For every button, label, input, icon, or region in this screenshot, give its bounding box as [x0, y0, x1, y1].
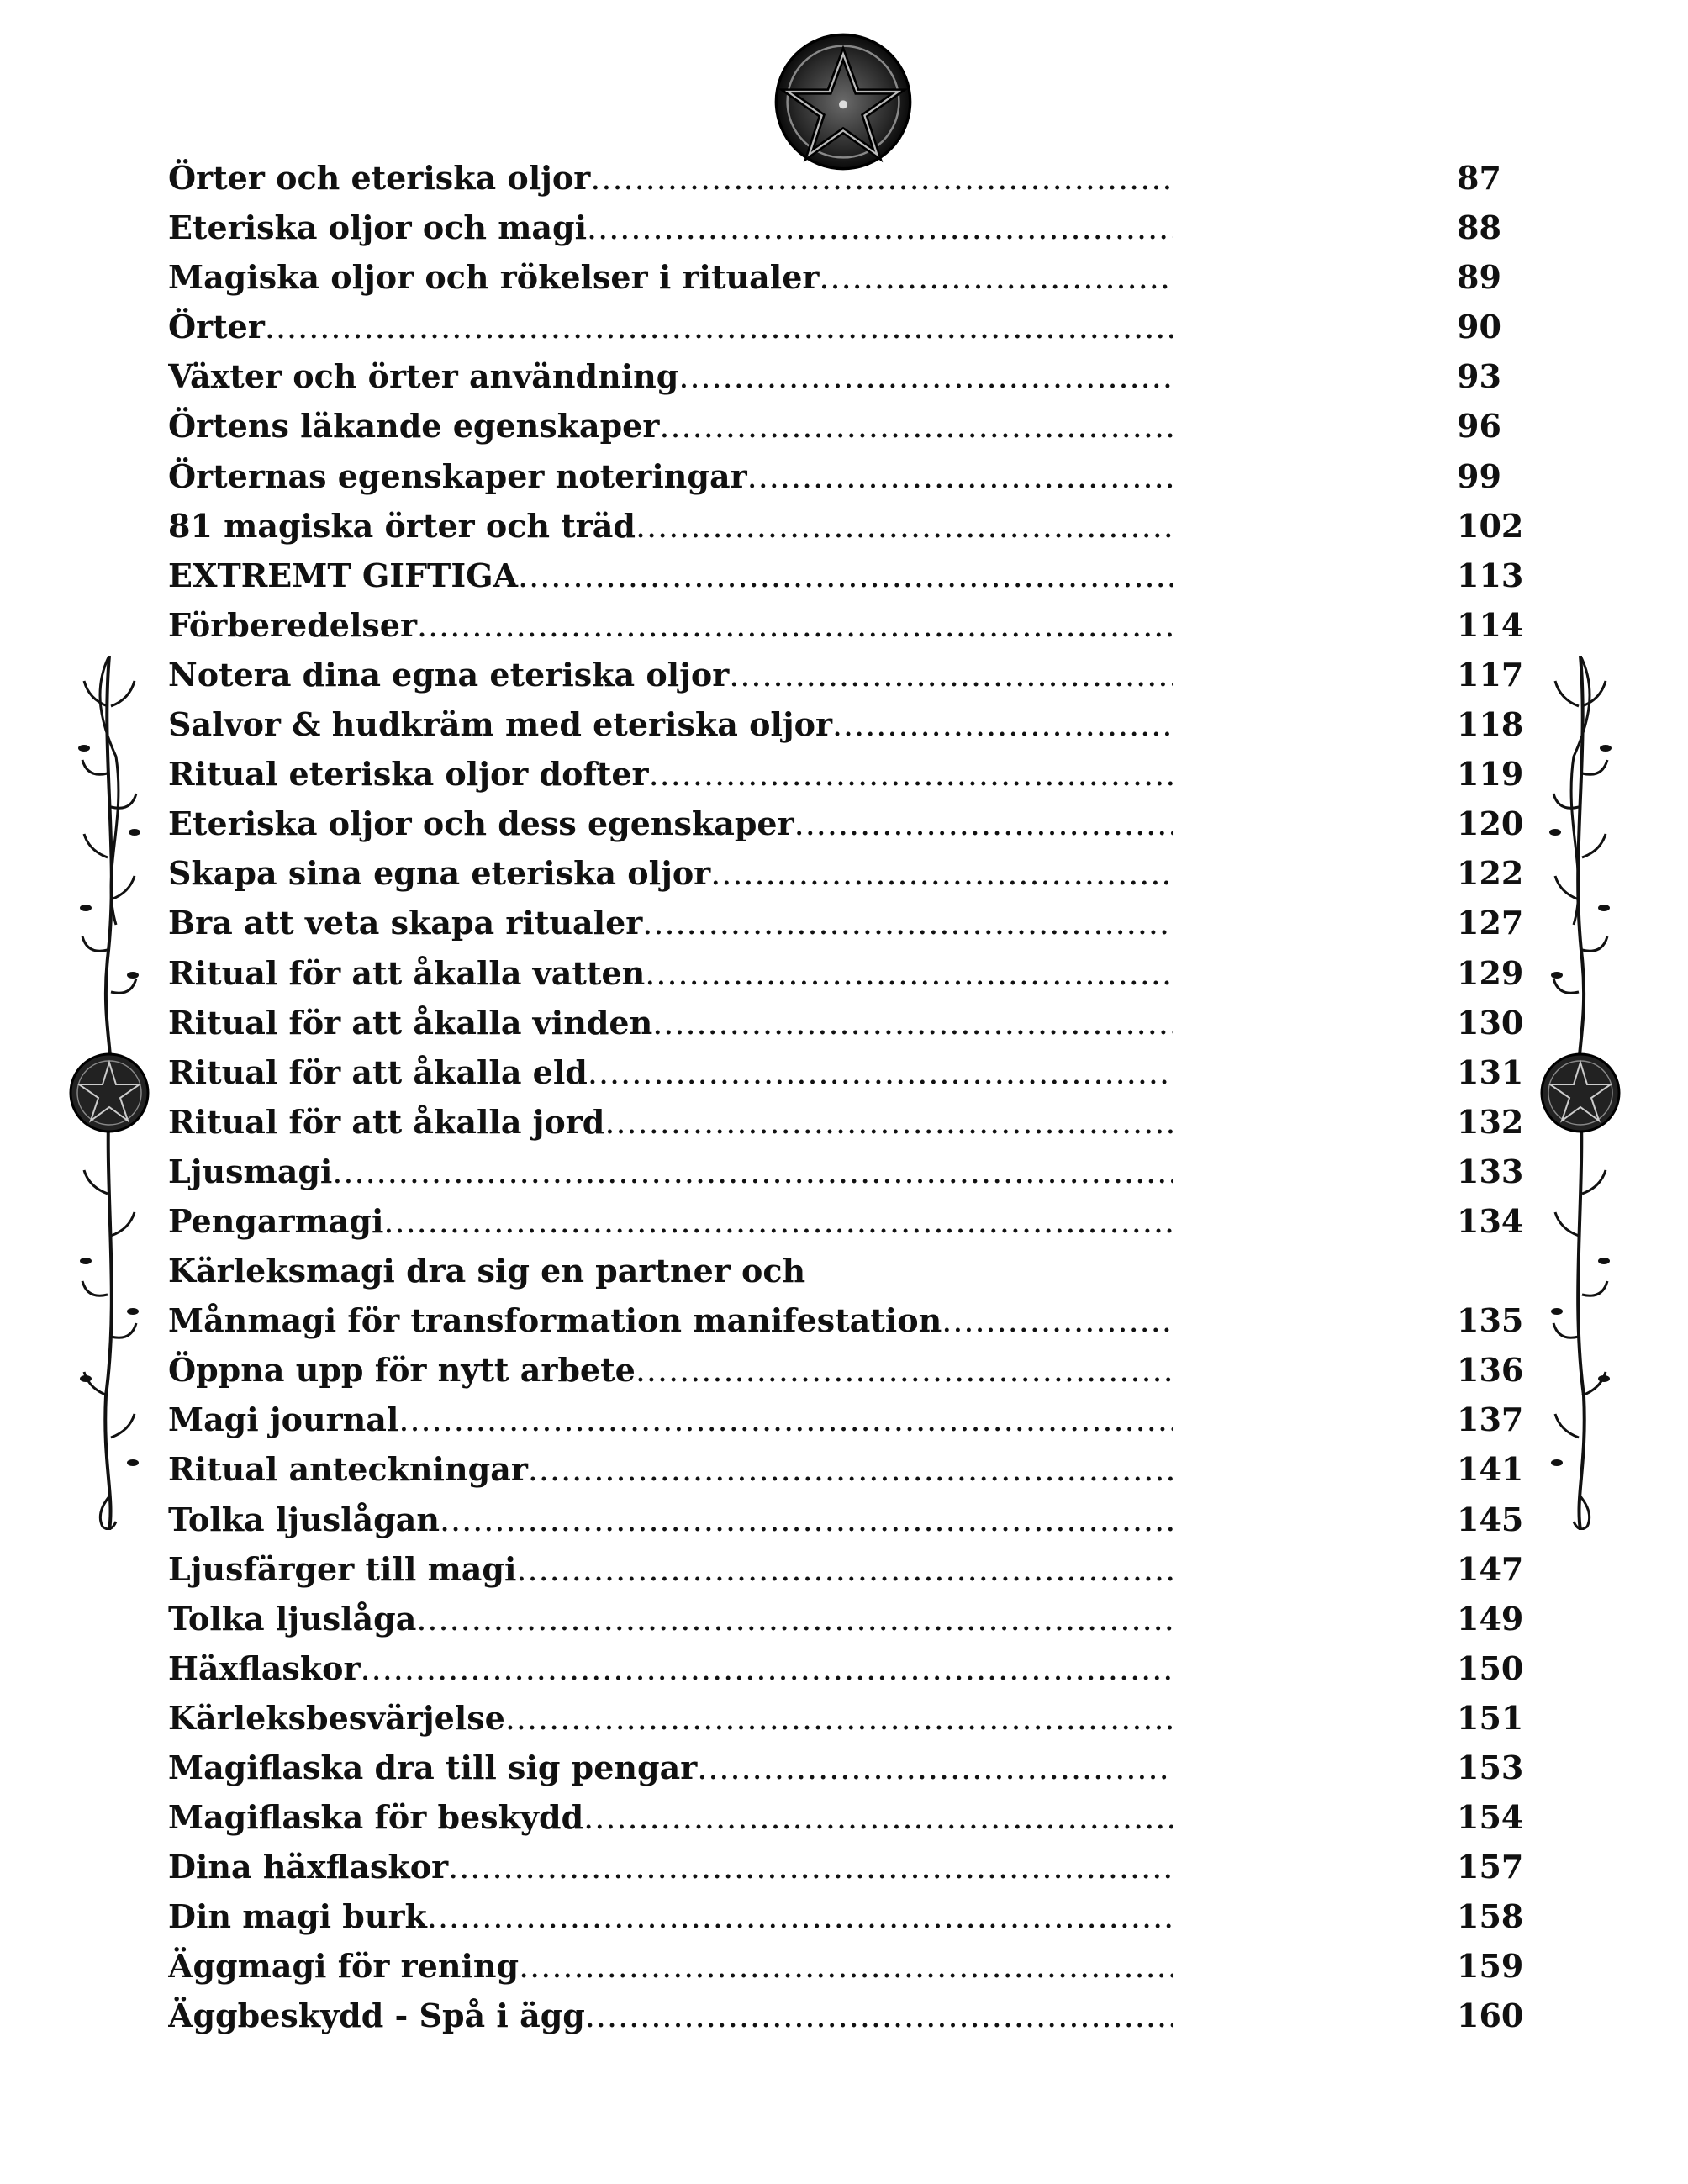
- toc-title: Ritual för att åkalla eld .....: [168, 1047, 1173, 1098]
- toc-title: Ritual för att åkalla vinden .....: [168, 998, 1173, 1048]
- toc-title: Häxflaskor .....: [168, 1643, 1173, 1694]
- toc-entry: [168, 501, 1530, 551]
- toc-entry: [168, 1444, 1530, 1494]
- toc-entry: [168, 153, 1530, 203]
- toc-entry: [168, 1792, 1530, 1842]
- toc-page-number: 117: [1457, 655, 1524, 694]
- toc-page-number: 154: [1457, 1798, 1524, 1837]
- toc-entry: [168, 551, 1530, 600]
- toc-page-number: 113: [1457, 556, 1524, 594]
- toc-entry: [168, 1594, 1530, 1643]
- toc-title: Magi journal .....: [168, 1395, 1173, 1445]
- toc-title: Pengarmagi .....: [168, 1196, 1173, 1247]
- toc-page-number: 150: [1457, 1649, 1524, 1687]
- toc-entry: [168, 1196, 1530, 1246]
- toc-entry: [168, 451, 1530, 501]
- toc-entry: [168, 1495, 1530, 1544]
- toc-page-number: 89: [1457, 258, 1501, 297]
- toc-title: Örter .....: [168, 302, 1173, 352]
- toc-entry: [168, 1991, 1530, 2040]
- toc-page-number: 135: [1457, 1301, 1524, 1340]
- toc-entry: [168, 1544, 1530, 1594]
- toc-page-number: 99: [1457, 456, 1501, 495]
- toc-page-number: 87: [1457, 159, 1501, 197]
- toc-page-number: 137: [1457, 1401, 1524, 1439]
- toc-page-number: 120: [1457, 804, 1524, 843]
- toc-page-number: 88: [1457, 208, 1501, 247]
- toc-title: Magiska oljor och rökelser i ritualer .....: [168, 252, 1173, 303]
- toc-page-number: 129: [1457, 953, 1524, 992]
- toc-page-number: 93: [1457, 357, 1501, 396]
- toc-title: Ljusfärger till magi .....: [168, 1544, 1173, 1595]
- toc-entry: [168, 1891, 1530, 1941]
- toc-title: Örtens läkande egenskaper .....: [168, 401, 1173, 451]
- toc-title: Salvor & hudkräm med eteriska oljor .....: [168, 699, 1173, 750]
- toc-title: Växter och örter användning .....: [168, 351, 1173, 402]
- toc-entry: [168, 650, 1530, 699]
- toc-entry: [168, 252, 1530, 302]
- toc-page-number: 127: [1457, 904, 1524, 942]
- toc-entry: [168, 203, 1530, 252]
- toc-title: Äggmagi för rening .....: [168, 1941, 1173, 1991]
- toc-entry: [168, 848, 1530, 898]
- vine-right-ornament: [1538, 656, 1622, 1530]
- toc-entry: [168, 1147, 1530, 1196]
- toc-entry: [168, 1295, 1530, 1345]
- toc-entry: [168, 1246, 1530, 1295]
- toc-title: Äggbeskydd - Spå i ägg .....: [168, 1991, 1173, 2041]
- toc-title: Bra att veta skapa ritualer .....: [168, 898, 1173, 948]
- toc-entry: [168, 1743, 1530, 1792]
- toc-title: Ritual anteckningar .....: [168, 1444, 1173, 1495]
- toc-title: Notera dina egna eteriska oljor .....: [168, 650, 1173, 700]
- toc-title: Magiflaska för beskydd .....: [168, 1792, 1173, 1843]
- pentacle-icon: [773, 32, 913, 171]
- toc-title: EXTREMT GIFTIGA .....: [168, 551, 1173, 601]
- toc-entry: [168, 302, 1530, 351]
- toc-title: Förberedelser .....: [168, 600, 1173, 651]
- toc-page-number: 160: [1457, 1997, 1524, 2035]
- toc-entry: [168, 1941, 1530, 1991]
- toc-title: Örternas egenskaper noteringar .....: [168, 451, 1173, 502]
- toc-page-number: 119: [1457, 755, 1524, 794]
- toc-page-number: 134: [1457, 1201, 1524, 1240]
- toc-page-number: 141: [1457, 1450, 1524, 1489]
- toc-entry: [168, 998, 1530, 1047]
- toc-page-number: 122: [1457, 854, 1524, 893]
- toc-entry: [168, 351, 1530, 401]
- toc-title: Ritual för att åkalla jord .....: [168, 1097, 1173, 1147]
- toc-title: Ritual för att åkalla vatten .....: [168, 948, 1173, 999]
- toc-title: Örter och eteriska oljor .....: [168, 153, 1173, 203]
- toc-page-number: 153: [1457, 1749, 1524, 1786]
- toc-page-number: 149: [1457, 1599, 1524, 1638]
- toc-title: Ritual eteriska oljor dofter .....: [168, 749, 1173, 799]
- toc-entry: [168, 1395, 1530, 1444]
- toc-entry: [168, 401, 1530, 451]
- toc-title: Dina häxflaskor .....: [168, 1842, 1173, 1892]
- toc-title: Eteriska oljor och dess egenskaper .....: [168, 799, 1173, 849]
- toc-page-number: 151: [1457, 1698, 1524, 1737]
- toc-title: Kärleksmagi dra sig en partner och: [168, 1252, 806, 1290]
- toc-entry: [168, 749, 1530, 799]
- toc-page-number: 147: [1457, 1549, 1524, 1588]
- toc-title: Skapa sina egna eteriska oljor .....: [168, 848, 1173, 899]
- toc-page-number: 157: [1457, 1848, 1524, 1886]
- toc-title: 81 magiska örter och träd .....: [168, 501, 1173, 551]
- toc-entry: [168, 1842, 1530, 1891]
- toc-entry: [168, 600, 1530, 650]
- toc-entry: [168, 799, 1530, 848]
- toc-entry: [168, 1047, 1530, 1097]
- toc-entry: [168, 1097, 1530, 1147]
- toc-page-number: 102: [1457, 506, 1524, 545]
- toc-page-number: 132: [1457, 1102, 1524, 1141]
- toc-page-number: 133: [1457, 1152, 1524, 1190]
- toc-entry: [168, 1643, 1530, 1693]
- toc-page-number: 90: [1457, 308, 1501, 346]
- toc-page-number: 136: [1457, 1351, 1524, 1390]
- toc-page-number: 118: [1457, 705, 1524, 744]
- toc-title: Din magi burk .....: [168, 1891, 1173, 1942]
- toc-entry: [168, 948, 1530, 998]
- toc-page-number: 130: [1457, 1003, 1524, 1042]
- toc-title: Magiflaska dra till sig pengar .....: [168, 1743, 1173, 1793]
- toc-entry: [168, 699, 1530, 749]
- toc-page-number: 131: [1457, 1052, 1524, 1091]
- toc-page-number: 96: [1457, 407, 1501, 446]
- toc-page-number: 145: [1457, 1500, 1524, 1538]
- toc-title: Tolka ljuslågan .....: [168, 1495, 1173, 1545]
- toc-entry: [168, 1345, 1530, 1395]
- toc-entry: [168, 1693, 1530, 1743]
- toc-page-number: 158: [1457, 1897, 1524, 1936]
- toc-title: Kärleksbesvärjelse .....: [168, 1693, 1173, 1744]
- toc-page-number: 114: [1457, 605, 1524, 644]
- toc-page-number: 159: [1457, 1947, 1524, 1986]
- table-of-contents: [168, 153, 1530, 2041]
- toc-title: Öppna upp för nytt arbete .....: [168, 1345, 1173, 1395]
- toc-title: Eteriska oljor och magi .....: [168, 203, 1173, 253]
- vine-left-ornament: [67, 656, 151, 1530]
- toc-title: Tolka ljuslåga .....: [168, 1594, 1173, 1644]
- toc-entry: [168, 898, 1530, 947]
- toc-title: Månmagi för transformation manifestation .....: [168, 1295, 1173, 1346]
- toc-title: Ljusmagi .....: [168, 1147, 1173, 1197]
